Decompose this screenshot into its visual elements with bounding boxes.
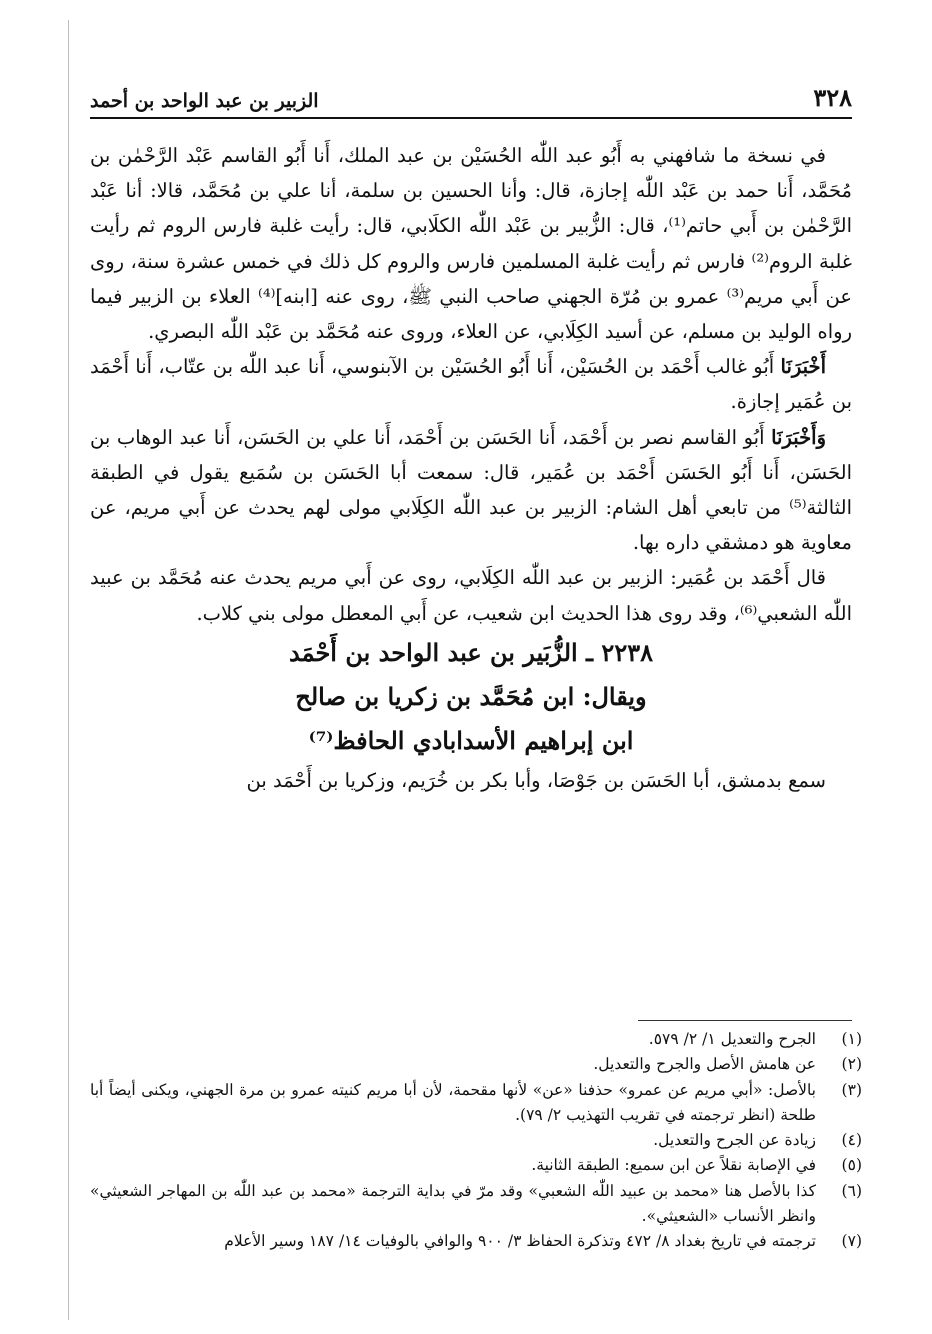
- scan-margin-line: [68, 20, 69, 1320]
- running-title: الزبير بن عبد الواحد بن أحمد: [90, 90, 319, 112]
- main-text: [90, 138, 852, 798]
- paragraph-2-lead: أَخْبَرَنَا: [780, 355, 826, 379]
- entry-title-line-2: ويقال: ابن مُحَمَّد بن زكريا بن صالح: [295, 681, 647, 711]
- footnote-text: بالأصل: «أبي مريم عن عمرو» حذفنا «عن» لأنها مقحمة، لأن أبا مريم كنيته عمرو بن مرة الجهني، ويكنى أيضاً أبا طلحة (انظر ترجمته في تقريب التهذيب ٢/ ٧٩).: [90, 1080, 816, 1124]
- entry-title-line-1: ٢٢٣٨ ـ الزُّبَير بن عبد الواحد بن أَحْمَد: [289, 637, 653, 667]
- page-number: ٣٢٨: [813, 83, 852, 112]
- footnote-text: في الإصابة نقلاً عن ابن سميع: الطبقة الثانية.: [531, 1156, 816, 1175]
- footnote-text: ترجمته في تاريخ بغداد ٨/ ٤٧٢ وتذكرة الحفاظ ٣/ ٩٠٠ والوافي بالوفيات ١٤/ ١٨٧ وسير الأعلام: [224, 1232, 816, 1251]
- footnote-number: (١): [841, 1030, 862, 1048]
- paragraph-2-text: أَبُو غالب أَحْمَد بن الحُسَيْن، أَنا أَبُو الحُسَيْن بن الآبنوسي، أَنا عبد اللّٰه بن عتّاب، أَنا أَحْمَد بن عُمَير إجازة.: [90, 355, 852, 414]
- footnote-text: زيادة عن الجرح والتعديل.: [653, 1131, 816, 1150]
- footnote-number: (٧): [841, 1232, 862, 1251]
- page-header: [90, 78, 852, 112]
- footnote: [90, 1052, 862, 1077]
- entry-title-line-3: ابن إبراهيم الأسدابادي الحافظ⁽⁷⁾: [308, 725, 634, 755]
- paragraph-1: في نسخة ما شافهني به أَبُو عبد اللّٰه الحُسَيْن بن عبد الملك، أَنا أَبُو القاسم عَبْد الرَّحْمٰن بن مُحَمَّد، أَنا حمد بن عَبْد اللّٰه إجازة، قال: وأنا الحسين بن سلمة، أنا علي بن مُحَمَّد، قالا: أنا عَبْد الرَّحْمٰن بن أَبي حاتم⁽¹⁾، قال: الزُّبير بن عَبْد اللّٰه الكلَابي، قال: رأيت غلبة فارس الروم ثم رأيت غلبة الروم⁽²⁾ فارس ثم رأيت غلبة المسلمين فارس والروم كل ذلك في خمس عشرة سنة، روى عن أَبي مريم⁽³⁾ عمرو بن مُرّة الجهني صاحب النبي ﷺ، روى عنه [ابنه]⁽⁴⁾ العلاء بن الزبير فيما رواه الوليد بن مسلم، عن أسيد الكِلَابي، عن العلاء، وروى عنه مُحَمَّد بن عَبْد اللّٰه البصري.: [90, 144, 852, 344]
- paragraph-2: [90, 349, 852, 419]
- footnote-number: (٤): [841, 1131, 862, 1150]
- footnote: [90, 1153, 862, 1178]
- paragraph-3-text: أَبُو القاسم نصر بن أَحْمَد، أَنا الحَسَن بن أَحْمَد، أَنا علي بن الحَسَن، أَنا عبد الوهاب بن الحَسَن، أَنا أَبُو الحَسَن أَحْمَد بن عُمَير، قال: سمعت أبا الحَسَن بن سُمَيع يقول في الطبقة الثالثة⁽⁵⁾ من تابعي أهل الشام: الزبير بن عبد اللّٰه الكِلَابي مولى لهم يحدث عن أَبي مريم، عن معاوية هو دمشقي داره بها.: [90, 425, 852, 555]
- footnote: [90, 1128, 862, 1153]
- footnote-number: (٥): [841, 1156, 862, 1175]
- footnote-number: (٢): [841, 1055, 862, 1074]
- footnote: [90, 1027, 862, 1052]
- footnote: [90, 1179, 862, 1230]
- header-rule: [90, 117, 852, 119]
- footnote: [90, 1078, 862, 1129]
- paragraph-3-lead: وَأَخْبَرَنَا: [771, 425, 826, 449]
- paragraph-3: [90, 420, 852, 561]
- footnote-text: الجرح والتعديل ١/ ٢/ ٥٧٩.: [648, 1030, 816, 1048]
- paragraph-5: سمع بدمشق، أبا الحَسَن بن جَوْصَا، وأبا بكر بن خُرَيم، وزكريا بن أَحْمَد بن: [246, 768, 826, 792]
- footnotes: [90, 1027, 862, 1255]
- footnote-text: عن هامش الأصل والجرح والتعديل.: [593, 1055, 816, 1074]
- footnote: [90, 1229, 862, 1254]
- footnote-separator: [638, 1020, 852, 1021]
- paragraph-4: قال أَحْمَد بن عُمَير: الزبير بن عبد اللّٰه الكِلَابي، روى عن أَبي مريم يحدث عنه مُحَمَّد بن عبيد اللّٰه الشعبي⁽⁶⁾، وقد روى هذا الحديث ابن شعيب، عن أَبي المعطل مولى بني كلاب.: [90, 566, 852, 625]
- footnote-number: (٣): [841, 1080, 862, 1099]
- footnote-text: كذا بالأصل هنا «محمد بن عبيد اللّٰه الشعبي» وقد مرّ في بداية الترجمة «محمد بن عبد اللّٰه بن المهاجر الشعيثي» وانظر الأنساب «الشعيثي».: [90, 1181, 816, 1226]
- footnote-number: (٦): [841, 1181, 862, 1200]
